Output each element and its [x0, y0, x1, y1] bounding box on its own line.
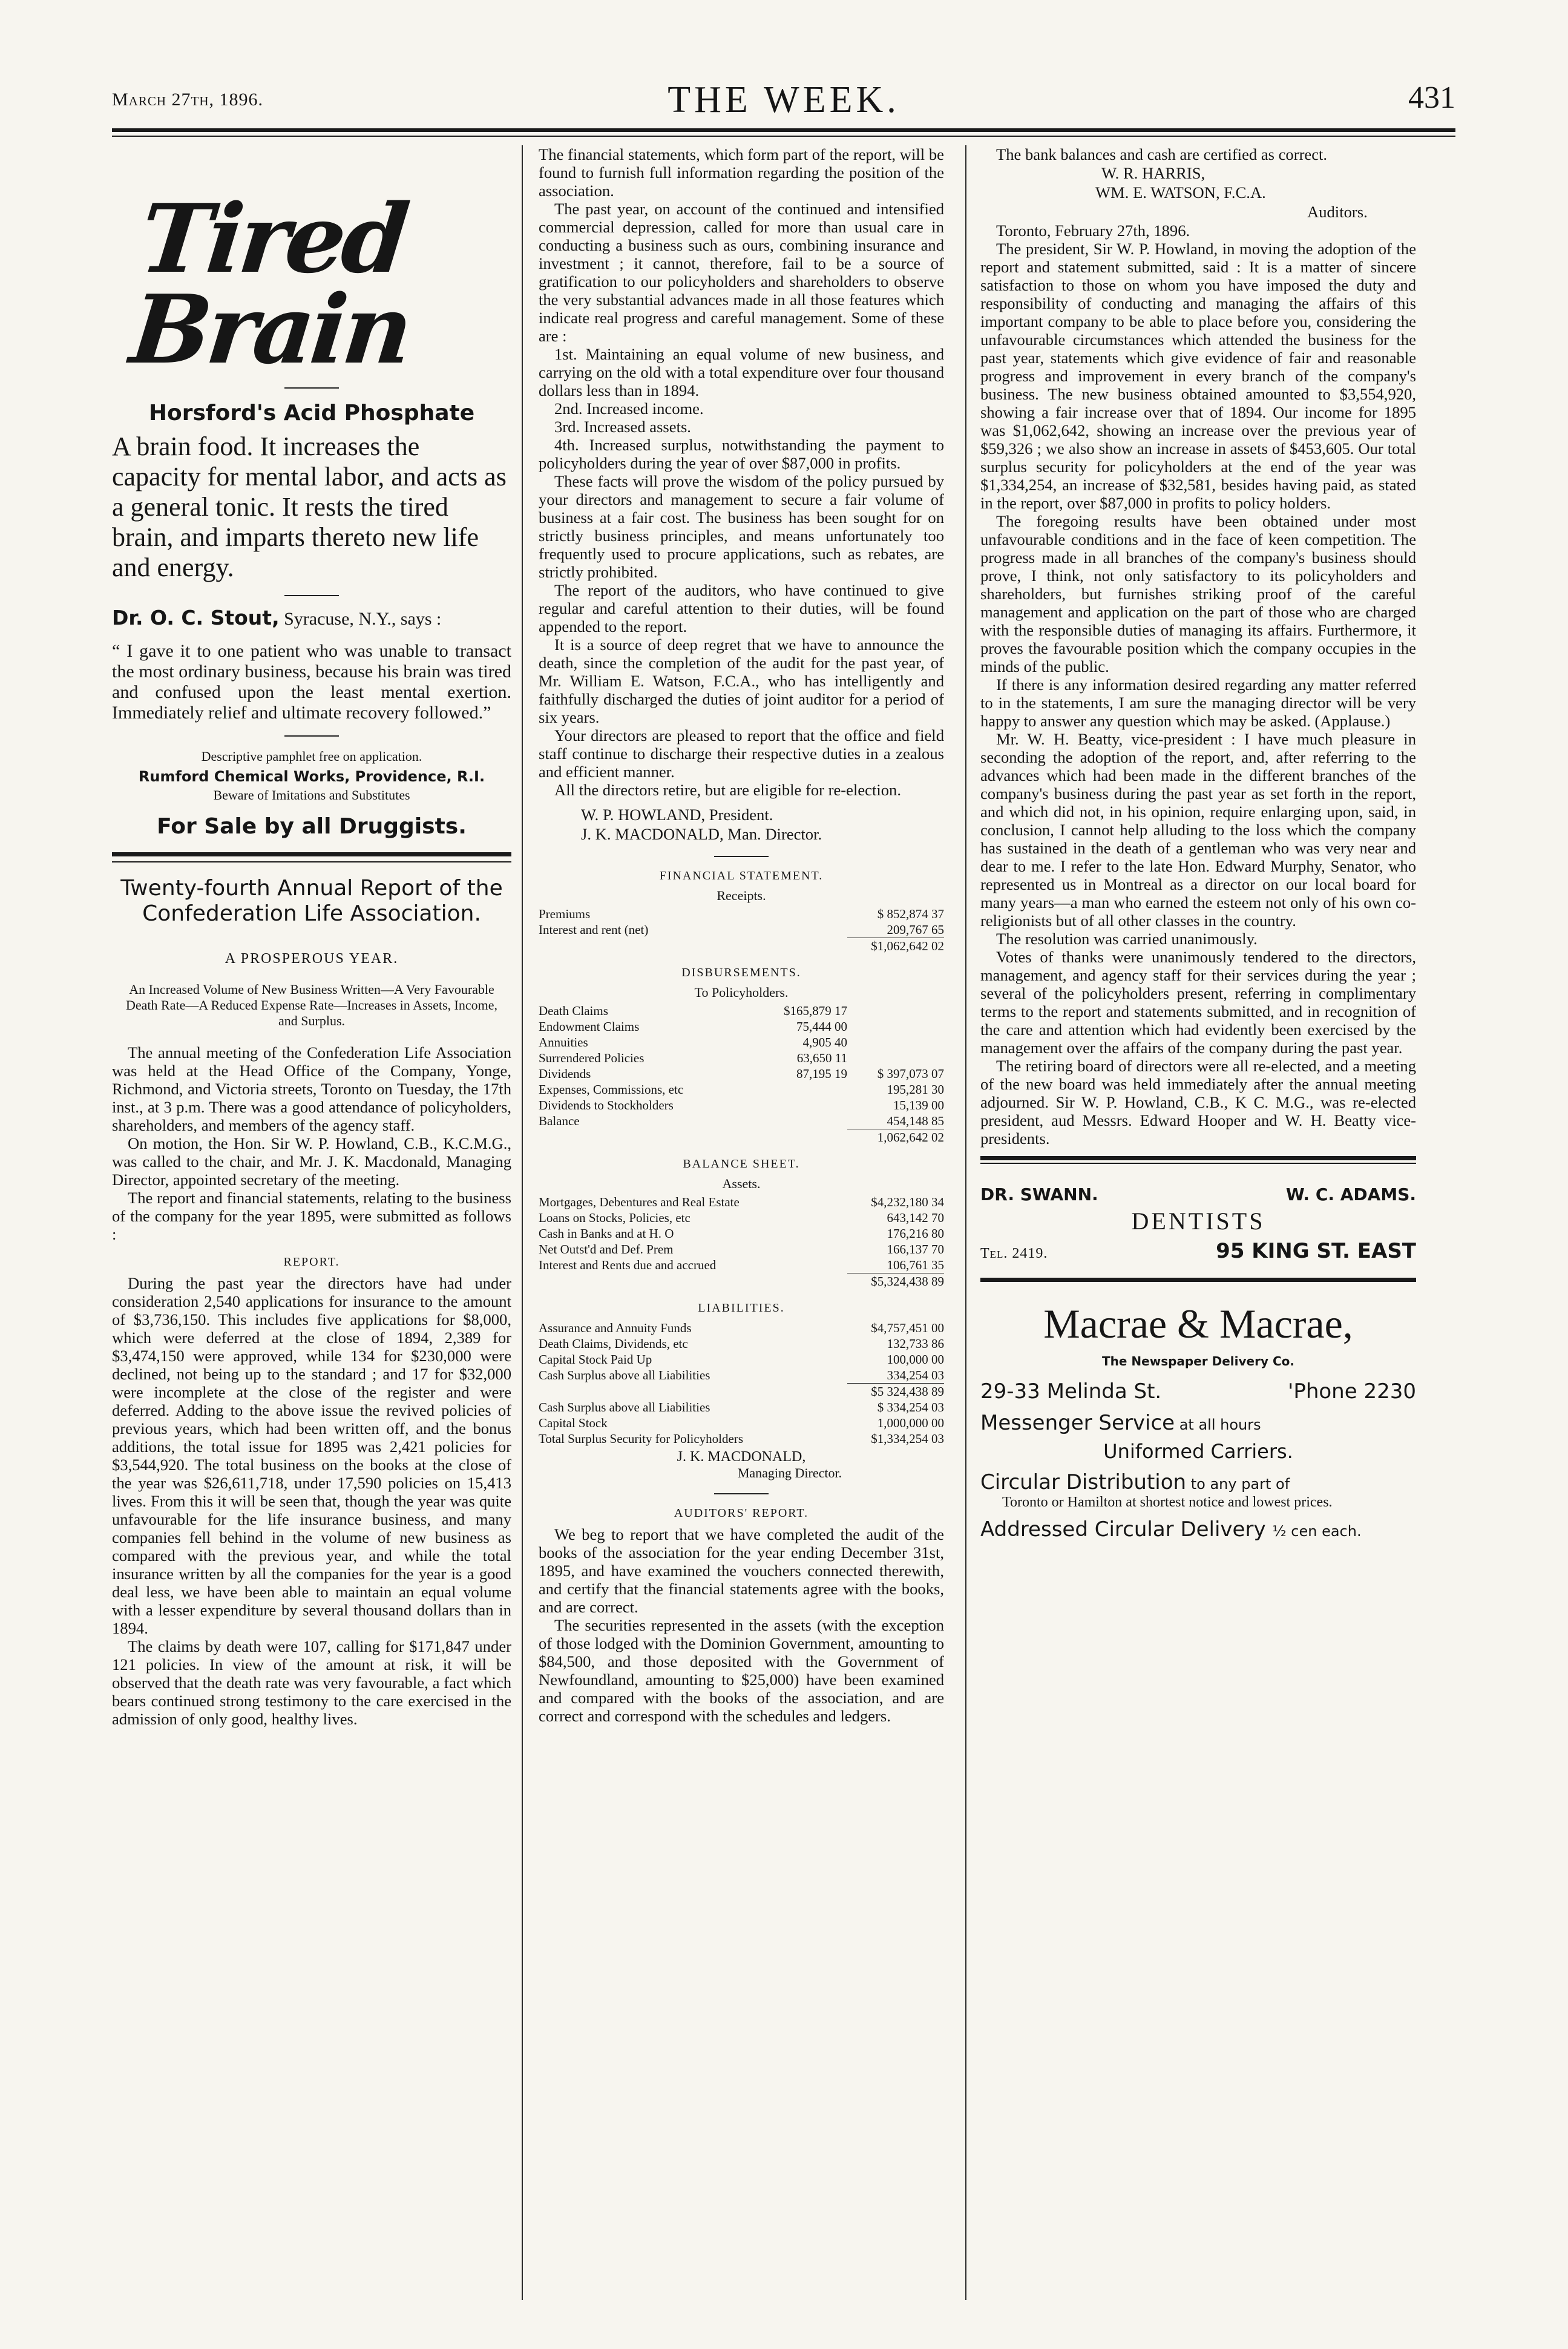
auditor-signature-2: WM. E. WATSON, F.C.A.	[1095, 183, 1266, 202]
table-row	[539, 1241, 944, 1257]
messenger-label: Messenger Service	[980, 1411, 1175, 1435]
macrae-subtitle: The Newspaper Delivery Co.	[1102, 1354, 1294, 1368]
row-label: Net Outst'd and Def. Prem	[539, 1242, 674, 1257]
row-label: Endowment Claims	[539, 1019, 640, 1034]
macrae-messenger	[980, 1411, 1416, 1435]
financial-title: FINANCIAL STATEMENT.	[659, 869, 824, 882]
paragraph: The president, Sir W. P. Howland, in moving the adoption of the report and statement submitted, said : It is a matter of sincere satisfaction to those on whom you have imposed the duty and responsibility of conducting and managing the affairs of this important company to be able to place before you, considering the unfavourable circumstances which attended the business for the past year, statements which give evidence of fair and reasonable progress and improvement in every branch of the company's business. The new business obtained amounted to $3,554,920, showing a fair increase over that of 1894. Our income for 1895 was $1,062,642, showing an increase over the previous year of $59,326 ; we also show an increase in assets of $453,605. Our total surplus security for policyholders at the end of the year was $1,334,254, an increase of $32,581, besides having paid, as stated in the report, over $87,000 in profits to policy holders.	[980, 240, 1416, 512]
paragraph: The report and financial statements, relating to the business of the company for the year 1895, were submitted as follows :	[112, 1189, 511, 1243]
row-value: 15,139 00	[893, 1098, 944, 1112]
section-rule	[980, 1278, 1416, 1282]
section-rule	[980, 1156, 1416, 1160]
row-value: $4,757,451 00	[871, 1321, 944, 1335]
row-label: Interest and Rents due and accrued	[539, 1258, 717, 1272]
table-row	[539, 1415, 944, 1431]
paragraph: We beg to report that we have completed the audit of the books of the association for the year ending December 31st, 1895, and have examined the vouchers connected therewith, and certify that the financial statements agree with the books, and are correct.	[539, 1525, 944, 1616]
paragraph: These facts will prove the wisdom of the policy pursued by your directors and management to secure a fair volume of business at a fair cost. The business has been sought for on strictly business principles, and means unfortunately too frequently used to procure applications, such as rebates, are strictly prohibited.	[539, 472, 944, 581]
ad-headline: Tired Brain	[125, 183, 415, 385]
paragraph: 3rd. Increased assets.	[554, 418, 691, 436]
row-value: 166,137 70	[887, 1242, 944, 1257]
table-row	[539, 1194, 944, 1210]
report-intro	[112, 1043, 511, 1243]
table-row	[539, 1129, 944, 1146]
row-label: Dividends	[539, 1066, 591, 1081]
row-value: 643,142 70	[887, 1211, 944, 1225]
row-total: $5 324,438 89	[847, 1384, 944, 1400]
assets-heading: Assets.	[722, 1176, 761, 1191]
column-2	[539, 145, 944, 2300]
column-divider	[965, 145, 966, 2300]
dentist-name: W. C. ADAMS.	[1285, 1184, 1416, 1204]
table-row	[539, 1034, 944, 1050]
dentists-contact	[980, 1239, 1416, 1263]
divider	[284, 735, 339, 737]
table-row	[539, 1097, 944, 1113]
dentists-title: DENTISTS	[1131, 1207, 1265, 1235]
paragraph: The resolution was carried unanimously.	[996, 930, 1258, 948]
liabilities-heading: LIABILITIES.	[698, 1301, 785, 1315]
table-row	[539, 1019, 944, 1034]
auditors-date	[980, 222, 1416, 240]
paragraph: The annual meeting of the Confederation Life Association was held at the Head Office of the Company, Yonge, Richmond, and Victoria streets, Toronto on Tuesday, the 17th inst., at 3 p.m. There was a good attendance of policyholders, shareholders, and members of the agency staff.	[112, 1043, 511, 1134]
paragraph: Mr. W. H. Beatty, vice-president : I have much pleasure in seconding the adoption of the report, and, after referring to the advances which had been made in the different branches of the company's business during the past year as set forth in the report, and which did not, in his opinion, require enlarging upon, said, in conclusion, I cannot help alluding to the loss which the company has sustained in the death of a gentleman who was very near and dear to me. I refer to the late Hon. Edward Murphy, Senator, who represented us in Montreal as a director on our local board for many years—a man who earned the esteem not only of his own co-religionists but of all other classes in the country.	[980, 730, 1416, 930]
ad-beware-note: Beware of Imitations and Substitutes	[213, 787, 410, 803]
auditors-heading: AUDITORS' REPORT.	[674, 1506, 809, 1520]
paragraph: On motion, the Hon. Sir W. P. Howland, C.B., K.C.M.G., was called to the chair, and Mr. J. K. Macdonald, Managing Director, appointed secretary of the meeting.	[112, 1134, 511, 1189]
row-label: Total Surplus Security for Policyholders	[539, 1431, 743, 1446]
paragraph: 4th. Increased surplus, notwithstanding the payment to policyholders during the year of over $87,000 in profits.	[539, 436, 944, 472]
row-value: $4,232,180 34	[871, 1195, 944, 1209]
liabilities-table	[539, 1320, 944, 1447]
page-number: 431	[1408, 80, 1455, 115]
ad-pamphlet-note: Descriptive pamphlet free on application.	[201, 749, 422, 764]
receipts-heading: Receipts.	[717, 888, 766, 903]
row-total: $5,324,438 89	[847, 1273, 944, 1290]
paragraph: During the past year the directors have had under consideration 2,540 applications for insurance to the amount of $3,736,150. This includes five applications for $8,000, which were deferred at the close of 1894, 2,389 for $3,474,150 were approved, while 134 for $230,000 were declined, not being up to the standard ; and 17 for $32,000 were incomplete at the close of the register and were deferred. Adding to the above issue the revived policies of previous years, which had been written off, and the bonus additions, the total issue for 1895 was 2,421 policies for $3,544,920. The total business on the books at the close of the year was $26,611,718, under 17,590 policies on 15,413 lives. From this it will be seen that, though the year was quite unfavourable for the life insurance business, and many companies fell behind in the volume of new business as compared with the previous year, and while the total insurance written by all the companies for the year is a good deal less, we have been able to maintain an equal volume with a lesser expenditure by several thousand dollars than in 1894.	[112, 1274, 511, 1637]
divider	[284, 595, 339, 596]
macrae-carriers: Uniformed Carriers.	[1103, 1440, 1293, 1463]
table-row	[539, 1003, 944, 1019]
auditor-signature-title: Auditors.	[1307, 203, 1368, 221]
row-value: $165,879 17	[784, 1004, 847, 1018]
table-row	[539, 1066, 944, 1082]
receipts-table	[539, 906, 944, 954]
table-row	[539, 922, 944, 938]
row-label: Balance	[539, 1114, 580, 1128]
row-label: Capital Stock Paid Up	[539, 1352, 652, 1367]
meeting-proceedings	[980, 240, 1416, 1148]
dentist-name: DR. SWANN.	[980, 1184, 1098, 1204]
ad-for-sale: For Sale by all Druggists.	[157, 814, 467, 839]
macrae-addressed	[980, 1517, 1416, 1542]
row-total: 1,062,642 02	[847, 1129, 944, 1146]
row-value: $ 334,254 03	[877, 1400, 944, 1414]
table-row	[539, 1257, 944, 1273]
row-label: Premiums	[539, 907, 591, 921]
balance-sheet-heading: BALANCE SHEET.	[683, 1157, 800, 1171]
circular-detail-2: Toronto or Hamilton at shortest notice and lowest prices.	[1002, 1494, 1333, 1510]
row-total: $ 397,073 07	[877, 1066, 944, 1081]
assets-table	[539, 1194, 944, 1289]
dentists-advertisement	[980, 1184, 1416, 1263]
auditor-signature-1: W. R. HARRIS,	[1101, 164, 1206, 182]
ad-company: Rumford Chemical Works, Providence, R.I.	[138, 768, 485, 785]
row-value: 454,148 85	[887, 1114, 944, 1128]
macrae-address: 29-33 Melinda St.	[980, 1379, 1162, 1404]
macrae-phone: 'Phone 2230	[1287, 1379, 1416, 1404]
disbursements-table	[539, 1003, 944, 1145]
row-label: Interest and rent (net)	[539, 922, 649, 937]
section-rule-thin	[980, 1163, 1416, 1164]
paragraph: The bank balances and cash are certified as correct.	[996, 145, 1328, 163]
dentists-address: 95 KING ST. EAST	[1216, 1239, 1416, 1263]
paragraph: It is a source of deep regret that we have to announce the death, since the completion of the audit for the past year, of Mr. William E. Watson, F.C.A., who has intelligently and faithfully discharged the duties of joint auditor for a period of six years.	[539, 636, 944, 726]
masthead-rule-thin	[112, 136, 1455, 137]
paragraph: The foregoing results have been obtained under most unfavourable conditions and in the face of keen competition. The progress made in all branches of the company's business should prove, I think, not only satisfactory to its policyholders and shareholders, but furnishes striking proof of the careful management and application on the part of those who are charged with the responsible duties of managing its affairs. Furthermore, it proves the favourable position which the company occupies in the minds of the public.	[980, 512, 1416, 675]
row-label: Death Claims	[539, 1004, 608, 1018]
row-label: Surrendered Policies	[539, 1051, 645, 1065]
table-row	[539, 1352, 944, 1367]
column-divider	[522, 145, 523, 2300]
row-label: Cash in Banks and at H. O	[539, 1226, 674, 1241]
row-value: 63,650 11	[796, 1051, 847, 1065]
row-value: 106,761 35	[887, 1258, 944, 1272]
table-row	[539, 1384, 944, 1400]
table-row	[539, 1431, 944, 1447]
row-value: 176,216 80	[887, 1226, 944, 1241]
paragraph: The securities represented in the assets (with the exception of those lodged with the Dominion Government, amounting to $84,500, and those deposited with the Government of Newfoundland, amounting to $25,000) have been examined and compared with the books of the association, and are correct and correspond with the schedules and ledgers.	[539, 1616, 944, 1725]
row-value: 87,195 19	[796, 1066, 847, 1081]
addressed-detail: ½ cen each.	[1272, 1523, 1362, 1540]
row-label: Expenses, Commissions, etc	[539, 1082, 684, 1097]
row-value: 100,000 00	[887, 1352, 944, 1367]
macrae-advertisement	[980, 1300, 1416, 1542]
financial-signer: J. K. MACDONALD,	[677, 1449, 806, 1465]
row-label: Capital Stock	[539, 1416, 608, 1430]
report-subhead: An Increased Volume of New Business Written—A Very Favourable Death Rate—A Reduced Expense Rate—Increases in Assets, Income, and Surplus.	[126, 982, 497, 1028]
doctor-name: Dr. O. C. Stout,	[112, 606, 280, 629]
macrae-contact	[980, 1379, 1416, 1404]
report-heading: REPORT.	[283, 1255, 340, 1269]
paragraph: The past year, on account of the continued and intensified commercial depression, called for more than usual care in conducting a business such as ours, combining insurance and investment ; it cannot, therefore, fail to be a source of gratification to our policyholders and shareholders to observe the very substantial advances made in all those features which indicate real progress and careful management. Some of these are :	[539, 200, 944, 345]
row-value: 209,767 65	[887, 922, 944, 937]
divider	[714, 856, 769, 857]
publication-title: THE WEEK.	[668, 79, 900, 120]
ad-product-name: Horsford's Acid Phosphate	[148, 401, 475, 425]
table-row	[539, 1113, 944, 1129]
column-3	[980, 145, 1416, 2300]
financial-signer-title: Managing Director.	[737, 1465, 842, 1480]
horsford-advertisement	[112, 183, 511, 839]
auditors-body-continued	[980, 145, 1416, 163]
paragraph: 2nd. Increased income.	[554, 399, 704, 418]
row-value: 334,254 03	[887, 1368, 944, 1382]
issue-date: March 27th, 1896.	[112, 90, 264, 110]
table-row	[539, 1336, 944, 1352]
row-total: $1,062,642 02	[847, 938, 944, 954]
row-value: 195,281 30	[887, 1082, 944, 1097]
table-row	[539, 1367, 944, 1384]
signature-president: W. P. HOWLAND, President.	[581, 806, 773, 824]
paragraph: 1st. Maintaining an equal volume of new business, and carrying on the old with a total expenditure over four thousand dollars less than in 1894.	[539, 345, 944, 399]
row-label: Mortgages, Debentures and Real Estate	[539, 1195, 740, 1209]
doctor-place: Syracuse, N.Y., says :	[279, 609, 442, 629]
row-label: Death Claims, Dividends, etc	[539, 1336, 688, 1351]
dentists-telephone: Tel. 2419.	[980, 1246, 1048, 1261]
divider	[284, 387, 339, 389]
messenger-hours: at all hours	[1175, 1416, 1261, 1433]
paragraph: Votes of thanks were unanimously tendered to the directors, management, and agency staff for their services during the year ; several of the policyholders present, referring in complimentary terms to the report and statements submitted, and in recognition of the care and attention which had evidently been exercised by the management over the affairs of the company during the past year.	[980, 948, 1416, 1057]
auditors-body	[539, 1525, 944, 1725]
report-body	[112, 1274, 511, 1728]
row-value: 1,000,000 00	[877, 1416, 944, 1430]
paragraph: Your directors are pleased to report that the office and field staff continue to discharge their respective duties in a zealous and efficient manner.	[539, 726, 944, 781]
row-label: Assurance and Annuity Funds	[539, 1321, 692, 1335]
row-label: Loans on Stocks, Policies, etc	[539, 1211, 691, 1225]
table-row	[539, 1226, 944, 1241]
report-kicker: A PROSPEROUS YEAR.	[225, 951, 399, 967]
report-title: Twenty-fourth Annual Report of the Confederation Life Association.	[120, 876, 503, 926]
row-label: Annuities	[539, 1035, 588, 1050]
divider	[714, 1493, 769, 1494]
paragraph: All the directors retire, but are eligible for re-election.	[554, 781, 901, 799]
circular-detail: to any part of	[1186, 1476, 1290, 1493]
ad-testimonial-author	[112, 608, 511, 629]
table-row	[539, 938, 944, 954]
column-1	[112, 145, 511, 2300]
table-row	[539, 1399, 944, 1415]
row-label: Cash Surplus above all Liabilities	[539, 1368, 710, 1382]
disbursements-heading: DISBURSEMENTS.	[681, 966, 801, 979]
addressed-label: Addressed Circular Delivery	[980, 1517, 1266, 1542]
section-rule-thin	[112, 861, 511, 862]
table-row	[539, 1273, 944, 1290]
paragraph: If there is any information desired regarding any matter referred to in the statements, I am sure the managing director will be very happy to answer any question which may be asked. (Applause.)	[980, 675, 1416, 730]
row-total: $1,334,254 03	[871, 1431, 944, 1446]
disbursements-subheading: To Policyholders.	[694, 985, 789, 1000]
ad-pitch: A brain food. It increases the capacity for mental labor, and acts as a general tonic. It rests the tired brain, and imparts thereto new life and energy.	[112, 432, 507, 582]
paragraph: The claims by death were 107, calling for $171,847 under 121 policies. In view of the amount at risk, it will be observed that the death rate was very favourable, a fact which bears continued strong testimony to the care exercised in the admission of only good, healthy lives.	[112, 1637, 511, 1728]
paragraph: The financial statements, which form part of the report, will be found to furnish full information regarding the position of the association.	[539, 145, 944, 200]
paragraph: The retiring board of directors were all re-elected, and a meeting of the new board was held immediately after the annual meeting adjourned. Sir W. P. Howland, C.B., K C. M.G., was re-elected president, aud Messrs. Edward Hooper and W. H. Beatty vice-presidents.	[980, 1057, 1416, 1148]
row-value: $ 852,874 37	[877, 907, 944, 921]
report-body-continued	[539, 145, 944, 799]
table-row	[539, 1050, 944, 1066]
table-row	[539, 1320, 944, 1336]
row-label: Dividends to Stockholders	[539, 1098, 674, 1112]
macrae-title: Macrae & Macrae,	[1043, 1301, 1353, 1347]
row-label: Cash Surplus above all Liabilities	[539, 1400, 710, 1414]
table-row	[539, 906, 944, 922]
masthead-rule	[112, 128, 1455, 132]
macrae-circular	[980, 1470, 1416, 1494]
paragraph: The report of the auditors, who have continued to give regular and careful attention to their duties, will be found appended to the report.	[539, 581, 944, 636]
section-rule	[112, 852, 511, 856]
row-value: 75,444 00	[796, 1019, 847, 1034]
paragraph: Toronto, February 27th, 1896.	[996, 222, 1190, 240]
dentist-names	[980, 1184, 1416, 1204]
row-value: 4,905 40	[802, 1035, 847, 1050]
ad-testimonial-quote: “ I gave it to one patient who was unable to transact the most ordinary business, because his brain was tired and confused upon the least mental exertion. Immediately relief and ultimate recovery followed.”	[112, 641, 511, 723]
signature-director: J. K. MACDONALD, Man. Director.	[581, 825, 822, 843]
table-row	[539, 1082, 944, 1097]
table-row	[539, 1210, 944, 1226]
circular-label: Circular Distribution	[980, 1470, 1187, 1494]
row-value: 132,733 86	[887, 1336, 944, 1351]
